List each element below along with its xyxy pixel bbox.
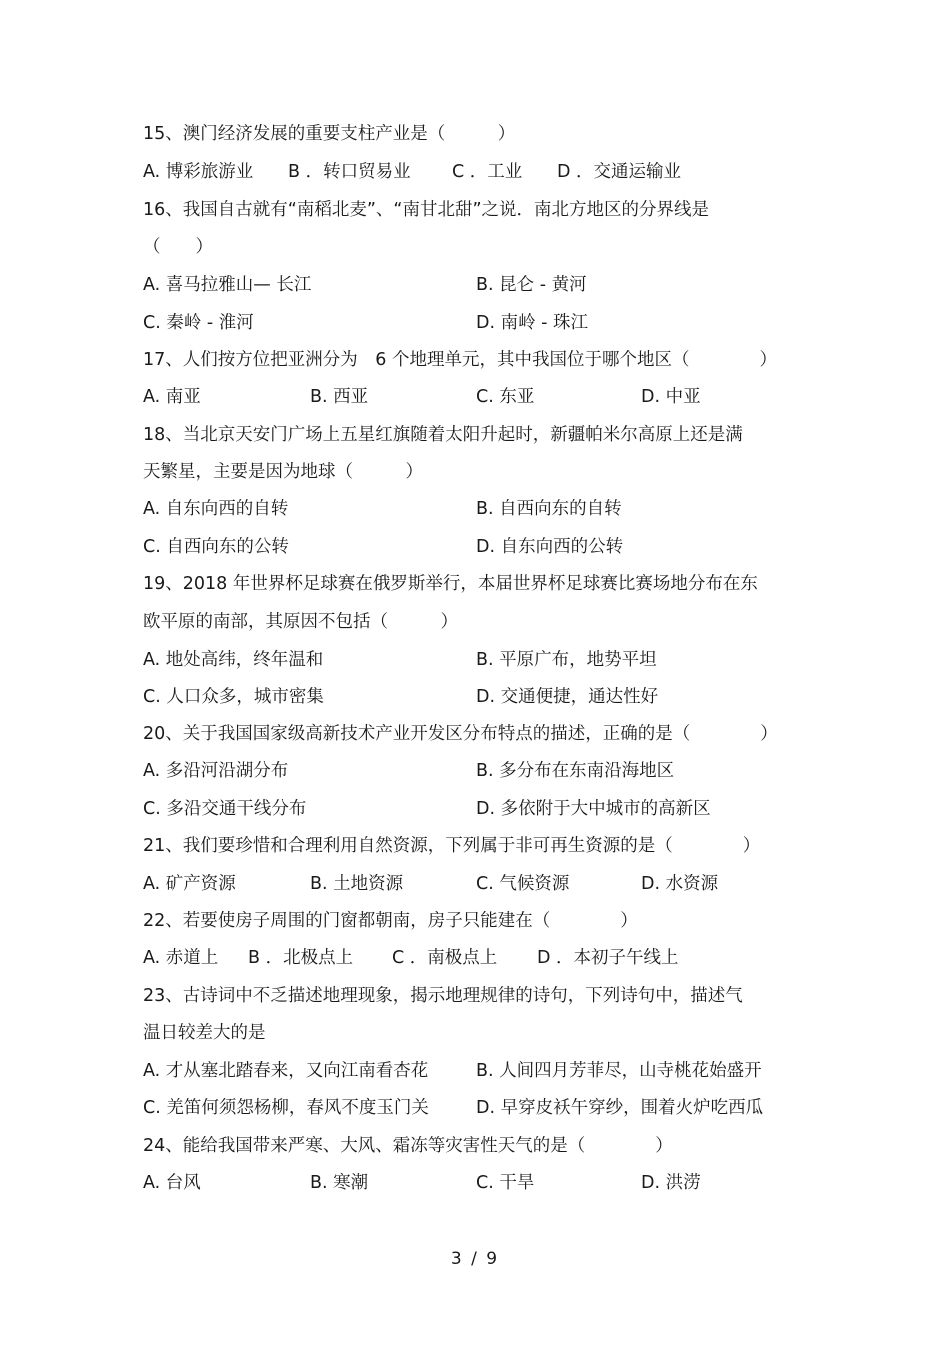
question-20-option-a: A. 多沿河沿湖分布 (143, 761, 289, 781)
question-16-option-c: C. 秦岭 - 淮河 (143, 313, 254, 333)
question-24-option-b: B. 寒潮 (310, 1173, 369, 1193)
question-23-option-b: B. 人间四月芳菲尽，山寺桃花始盛开 (476, 1061, 762, 1081)
question-23-stem-cont: 温日较差大的是 (143, 1023, 266, 1043)
question-17-option-a: A. 南亚 (143, 387, 201, 407)
question-22-option-c: C ．南极点上 (392, 948, 498, 968)
question-18-option-c: C. 自西向东的公转 (143, 537, 289, 557)
question-18-option-d: D. 自东向西的公转 (476, 537, 624, 557)
question-15-option-a: A. 博彩旅游业 (143, 162, 254, 182)
question-16-option-a: A. 喜马拉雅山— 长江 (143, 275, 312, 295)
question-24-stem: 24、能给我国带来严寒、大风、霜冻等灾害性天气的是（ ） (143, 1136, 673, 1156)
question-19-stem: 19、2018 年世界杯足球赛在俄罗斯举行，本届世界杯足球赛比赛场地分布在东 (143, 574, 758, 594)
question-16-option-d: D. 南岭 - 珠江 (476, 313, 589, 333)
question-22-option-d: D ．本初子午线上 (537, 948, 679, 968)
question-21-option-c: C. 气候资源 (476, 874, 570, 894)
question-17-option-d: D. 中亚 (641, 387, 701, 407)
question-19-option-b: B. 平原广布，地势平坦 (476, 650, 657, 670)
question-23-option-d: D. 早穿皮袄午穿纱，围着火炉吃西瓜 (476, 1098, 764, 1118)
question-18-option-a: A. 自东向西的自转 (143, 499, 289, 519)
question-15-option-b: B ．转口贸易业 (288, 162, 411, 182)
question-24-option-c: C. 干旱 (476, 1173, 535, 1193)
question-22-option-b: B ．北极点上 (248, 948, 354, 968)
question-21-stem: 21、我们要珍惜和合理利用自然资源，下列属于非可再生资源的是（ ） (143, 836, 761, 856)
question-19-option-a: A. 地处高纬，终年温和 (143, 650, 324, 670)
question-23-option-a: A. 才从塞北踏春来，又向江南看杏花 (143, 1061, 429, 1081)
question-23-stem: 23、古诗词中不乏描述地理现象，揭示地理规律的诗句，下列诗句中，描述气 (143, 986, 743, 1006)
question-20-option-c: C. 多沿交通干线分布 (143, 799, 307, 819)
question-16-stem: 16、我国自古就有“南稻北麦”、“南甘北甜”之说．南北方地区的分界线是 (143, 200, 710, 220)
question-16-option-b: B. 昆仑 - 黄河 (476, 275, 587, 295)
question-19-option-d: D. 交通便捷，通达性好 (476, 687, 659, 707)
question-18-option-b: B. 自西向东的自转 (476, 499, 622, 519)
question-21-option-b: B. 土地资源 (310, 874, 404, 894)
question-23-option-c: C. 羌笛何须怨杨柳，春风不度玉门关 (143, 1098, 429, 1118)
question-15-option-d: D ．交通运输业 (557, 162, 682, 182)
question-20-option-d: D. 多依附于大中城市的高新区 (476, 799, 711, 819)
question-16-stem-cont: （ ） (143, 237, 213, 257)
question-20-option-b: B. 多分布在东南沿海地区 (476, 761, 675, 781)
question-19-stem-cont: 欧平原的南部，其原因不包括（ ） (143, 612, 458, 632)
question-20-stem: 20、关于我国国家级高新技术产业开发区分布特点的描述，正确的是（ ） (143, 724, 778, 744)
page-number: 3 / 9 (450, 1249, 500, 1269)
question-22-option-a: A. 赤道上 (143, 948, 219, 968)
question-21-option-d: D. 水资源 (641, 874, 719, 894)
question-21-option-a: A. 矿产资源 (143, 874, 236, 894)
question-19-option-c: C. 人口众多，城市密集 (143, 687, 324, 707)
question-17-option-c: C. 东亚 (476, 387, 535, 407)
question-24-option-d: D. 洪涝 (641, 1173, 701, 1193)
question-24-option-a: A. 台风 (143, 1173, 201, 1193)
question-17-option-b: B. 西亚 (310, 387, 369, 407)
question-17-stem: 17、人们按方位把亚洲分为 6 个地理单元，其中我国位于哪个地区（ ） (143, 350, 777, 370)
question-18-stem-cont: 天繁星，主要是因为地球（ ） (143, 462, 423, 482)
question-15-stem: 15、澳门经济发展的重要支柱产业是（ ） (143, 124, 516, 144)
question-18-stem: 18、当北京天安门广场上五星红旗随着太阳升起时，新疆帕米尔高原上还是满 (143, 425, 743, 445)
question-22-stem: 22、若要使房子周围的门窗都朝南，房子只能建在（ ） (143, 911, 638, 931)
question-15-option-c: C ．工业 (452, 162, 523, 182)
